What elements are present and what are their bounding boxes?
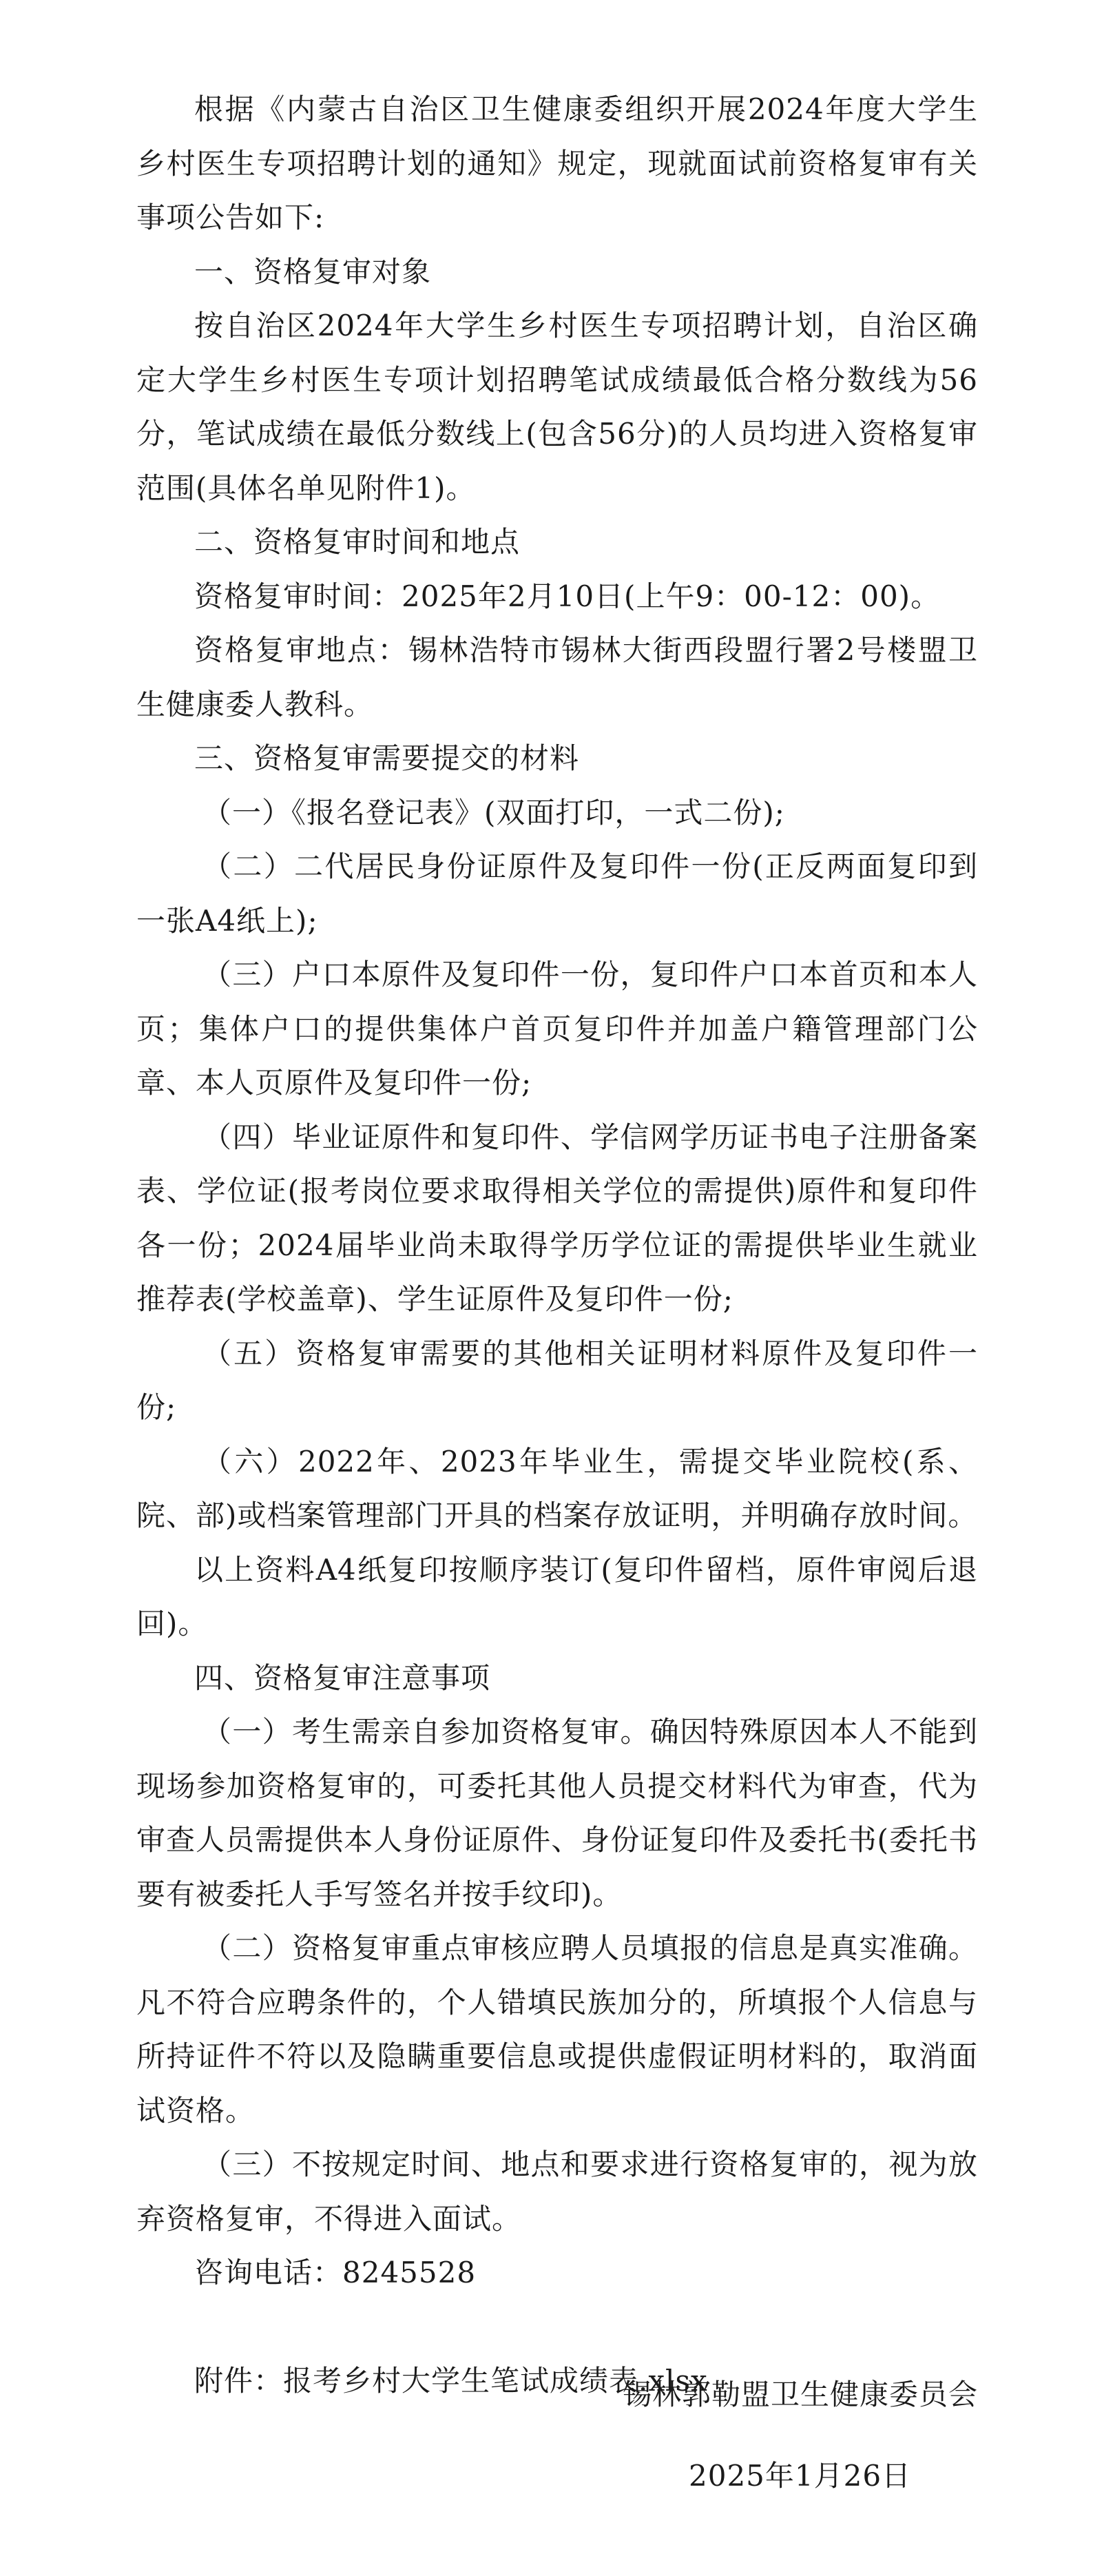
- material-item-1: （一）《报名登记表》(双面打印，一式二份);: [202, 795, 785, 830]
- notice-item-1: （一）考生需亲自参加资格复审。确因特殊原因本人不能到现场参加资格复审的，可委托其他人员提交材料代为审查，代为审查人员需提供本人身份证原件、身份证复印件及委托书(委托书要有被委托人手写签名并按手纹印)。: [136, 1715, 978, 1911]
- attachment-link[interactable]: 附件：报考乡村大学生笔试成绩表.xlsx: [194, 2363, 708, 2398]
- section-3-heading: 三、资格复审需要提交的材料: [194, 741, 580, 775]
- section-4-heading: 四、资格复审注意事项: [194, 1660, 491, 1695]
- contact-phone: 咨询电话：8245528: [194, 2256, 477, 2289]
- material-item-2: （二）二代居民身份证原件及复印件一份(正反两面复印到一张A4纸上);: [136, 849, 978, 938]
- notice-body: [136, 83, 978, 2408]
- material-item-5: （五）资格复审需要的其他相关证明材料原件及复印件一份;: [136, 1336, 978, 1424]
- notice-item-2: （二）资格复审重点审核应聘人员填报的信息是真实准确。凡不符合应聘条件的，个人错填民族加分的，所填报个人信息与所持证件不符以及隐瞒重要信息或提供虚假证明材料的，取消面试资格。: [136, 1931, 978, 2127]
- section-1-body: 按自治区2024年大学生乡村医生专项招聘计划，自治区确定大学生乡村医生专项计划招聘笔试成绩最低合格分数线为56分，笔试成绩在最低分数线上(包含56分)的人员均进入资格复审范围(具体名单见附件1)。: [136, 309, 978, 505]
- issue-date: 2025年1月26日: [689, 2459, 912, 2493]
- materials-note: 以上资料A4纸复印按顺序装订(复印件留档，原件审阅后退回)。: [136, 1552, 978, 1640]
- section-2-heading: 二、资格复审时间和地点: [194, 525, 521, 559]
- material-item-6: （六）2022年、2023年毕业生，需提交毕业院校(系、院、部)或档案管理部门开具的档案存放证明，并明确存放时间。: [136, 1444, 978, 1532]
- material-item-3: （三）户口本原件及复印件一份，复印件户口本首页和本人页；集体户口的提供集体户首页复印件并加盖户籍管理部门公章、本人页原件及复印件一份;: [136, 958, 978, 1100]
- review-time: 资格复审时间：2025年2月10日(上午9：00-12：00)。: [194, 579, 941, 613]
- issuer-name: 锡林郭勒盟卫生健康委员会: [622, 2378, 978, 2411]
- material-item-4: （四）毕业证原件和复印件、学信网学历证书电子注册备案表、学位证(报考岗位要求取得相关学位的需提供)原件和复印件各一份；2024届毕业尚未取得学历学位证的需提供毕业生就业推荐表(学校盖章)、学生证原件及复印件一份;: [136, 1120, 978, 1316]
- intro-paragraph: 根据《内蒙古自治区卫生健康委组织开展2024年度大学生乡村医生专项招聘计划的通知》规定，现就面试前资格复审有关事项公告如下:: [136, 92, 978, 234]
- section-1-heading: 一、资格复审对象: [194, 254, 432, 289]
- notice-item-3: （三）不按规定时间、地点和要求进行资格复审的，视为放弃资格复审，不得进入面试。: [136, 2147, 978, 2236]
- review-place: 资格复审地点：锡林浩特市锡林大街西段盟行署2号楼盟卫生健康委人教科。: [136, 633, 978, 721]
